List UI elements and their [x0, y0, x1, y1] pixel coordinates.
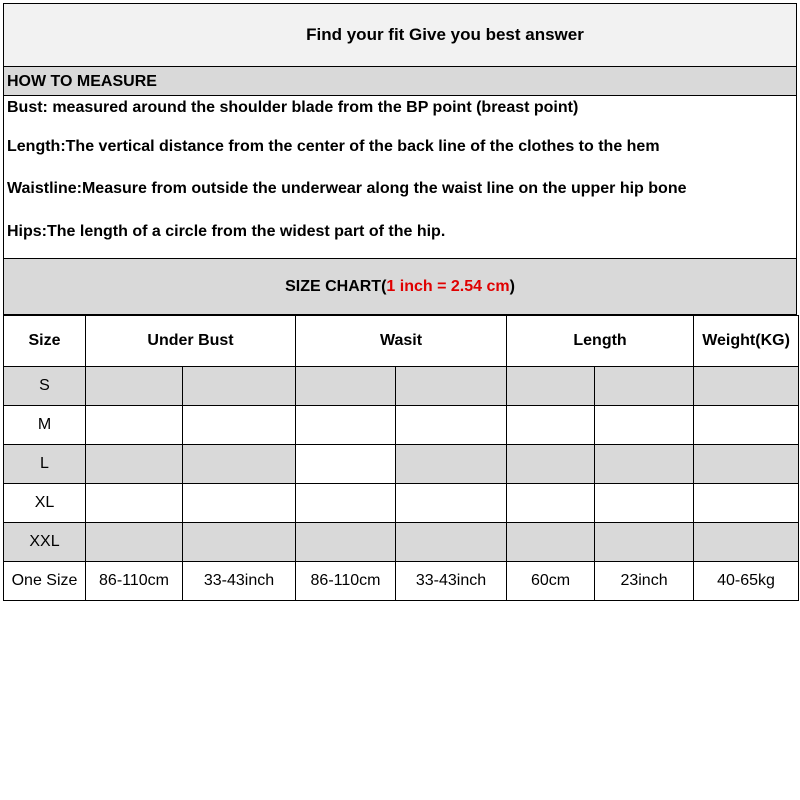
- cell: [183, 445, 296, 484]
- cell: [507, 523, 595, 562]
- size-label: XXL: [4, 523, 86, 562]
- size-label: XL: [4, 484, 86, 523]
- how-to-measure-section: [3, 67, 797, 259]
- cell: [507, 406, 595, 445]
- cell: [507, 484, 595, 523]
- cell: [86, 445, 183, 484]
- cell: [694, 445, 799, 484]
- cell: [595, 523, 694, 562]
- cell: [183, 406, 296, 445]
- waist-inch: 33-43inch: [396, 562, 507, 601]
- cell: [296, 484, 396, 523]
- measure-line-waist: Waistline:Measure from outside the underwear along the waist line on the upper hip bone: [7, 180, 687, 197]
- length-inch: 23inch: [595, 562, 694, 601]
- cell: [86, 484, 183, 523]
- column-header-under-bust: Under Bust: [86, 316, 296, 367]
- measure-lines: [4, 96, 796, 258]
- cell: [296, 367, 396, 406]
- size-label: S: [4, 367, 86, 406]
- size-chart-table: [3, 315, 799, 601]
- how-to-measure-heading: HOW TO MEASURE: [4, 67, 796, 96]
- table-row: [4, 484, 799, 523]
- cell: [183, 484, 296, 523]
- measure-line-length: Length:The vertical distance from the center of the back line of the clothes to the hem: [7, 137, 660, 155]
- cell: [694, 367, 799, 406]
- table-row-one-size: [4, 562, 799, 601]
- table-row: [4, 445, 799, 484]
- cell: [694, 484, 799, 523]
- cell: [296, 406, 396, 445]
- size-chart-heading-prefix: SIZE CHART(: [285, 277, 387, 295]
- cell: [86, 367, 183, 406]
- length-cm: 60cm: [507, 562, 595, 601]
- waist-cm: 86-110cm: [296, 562, 396, 601]
- table-header-row: [4, 316, 799, 367]
- cell: [296, 445, 396, 484]
- column-header-waist: Wasit: [296, 316, 507, 367]
- size-chart-heading-suffix: ): [509, 277, 515, 295]
- cell: [396, 445, 507, 484]
- size-label: M: [4, 406, 86, 445]
- cell: [86, 406, 183, 445]
- cell: [694, 523, 799, 562]
- column-header-weight: Weight(KG): [694, 316, 799, 367]
- cell: [296, 523, 396, 562]
- table-row: [4, 367, 799, 406]
- measure-line-hips: Hips:The length of a circle from the widest part of the hip.: [7, 222, 446, 240]
- cell: [396, 367, 507, 406]
- cell: [396, 523, 507, 562]
- cell: [595, 484, 694, 523]
- cell: [694, 406, 799, 445]
- table-row: [4, 523, 799, 562]
- size-guide: [3, 3, 797, 601]
- weight-kg: 40-65kg: [694, 562, 799, 601]
- cell: [595, 445, 694, 484]
- under-bust-cm: 86-110cm: [86, 562, 183, 601]
- size-chart-heading: [3, 259, 797, 315]
- cell: [86, 523, 183, 562]
- column-header-size: Size: [4, 316, 86, 367]
- column-header-length: Length: [507, 316, 694, 367]
- cell: [595, 406, 694, 445]
- measure-line-bust: Bust: measured around the shoulder blade from the BP point (breast point): [7, 99, 579, 116]
- table-row: [4, 406, 799, 445]
- size-label: One Size: [4, 562, 86, 601]
- size-label: L: [4, 445, 86, 484]
- cell: [507, 445, 595, 484]
- under-bust-inch: 33-43inch: [183, 562, 296, 601]
- size-chart-conversion: 1 inch = 2.54 cm: [386, 277, 510, 295]
- cell: [396, 484, 507, 523]
- cell: [595, 367, 694, 406]
- cell: [396, 406, 507, 445]
- cell: [507, 367, 595, 406]
- cell: [183, 367, 296, 406]
- cell: [183, 523, 296, 562]
- page-title: Find your fit Give you best answer: [3, 3, 797, 67]
